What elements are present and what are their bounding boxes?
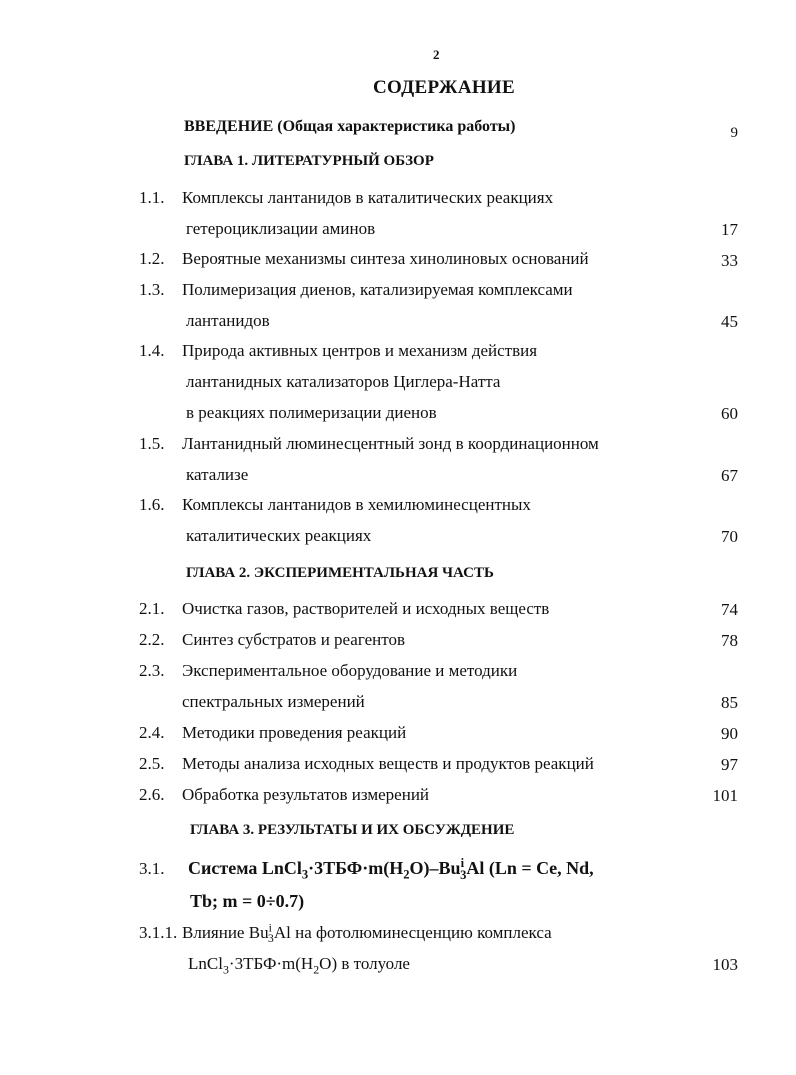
entry-text-line: каталитических реакциях [186,526,372,545]
entry-page: 90 [721,724,738,743]
entry-text-line: Природа активных центров и механизм действия [182,341,538,360]
entry-text-line: катализе [186,465,249,484]
entry-number: 1.4. [139,341,165,360]
entry-number: 1.2. [139,249,165,268]
entry-text-line: лантанидных катализаторов Циглера-Натта [186,372,501,391]
entry-text-line: Обработка результатов измерений [182,785,430,804]
entry-page: 17 [721,220,738,239]
entry-number: 1.5. [139,434,165,453]
chapter3-heading: ГЛАВА 3. РЕЗУЛЬТАТЫ И ИХ ОБСУЖДЕНИЕ [190,822,515,838]
entry-text-line: лантанидов [186,311,270,330]
intro-page: 9 [730,125,738,141]
entry-page: 78 [721,631,738,650]
entry-text-line: Комплексы лантанидов в каталитических реакциях [182,188,554,207]
entry-page: 60 [721,404,738,423]
entry-number: 2.1. [139,599,165,618]
entry-number: 1.3. [139,280,165,299]
entry-text-line: Комплексы лантанидов в хемилюминесцентных [182,495,531,514]
entry-text-line: Синтез субстратов и реагентов [182,630,405,649]
entry-page: 67 [721,466,738,485]
entry-text-line: Влияние $Bu^i_3Al$ на фотолюминесценцию комплекса [182,920,552,946]
entry-number: 2.2. [139,630,165,649]
entry-number: 1.6. [139,495,165,514]
entry-number: 2.4. [139,723,165,742]
entry-text-line: Лантанидный люминесцентный зонд в координационном [182,434,599,453]
entry-page: 85 [721,693,738,712]
section-title-line: Система $LnCl_3\cdot 3ТБФ\cdot m(H_2O)-Bu^i_3Al$ (Ln = Ce, Nd, [188,856,594,882]
entry-text-line: Методики проведения реакций [182,723,407,742]
entry-text-line: Вероятные механизмы синтеза хинолиновых оснований [182,249,589,268]
entry-number: 3.1.1. [139,923,178,942]
entry-page: 33 [721,251,738,270]
entry-text-line: в реакциях полимеризации диенов [186,403,437,422]
entry-number: 2.6. [139,785,165,804]
entry-text-line: $LnCl_3\cdot 3ТБФ\cdot m(H_2O)$ в толуоле [188,954,410,977]
entry-text-line: Методы анализа исходных веществ и продуктов реакций [182,754,594,773]
entry-text-line: спектральных измерений [182,692,365,711]
entry-text-line: Экспериментальное оборудование и методики [182,661,518,680]
section-title-line: Tb; m = 0÷0.7) [190,891,305,911]
chapter1-heading: ГЛАВА 1. ЛИТЕРАТУРНЫЙ ОБЗОР [184,153,434,169]
chapter2-heading: ГЛАВА 2. ЭКСПЕРИМЕНТАЛЬНАЯ ЧАСТЬ [186,565,494,581]
entry-number: 2.3. [139,661,165,680]
page-title: СОДЕРЖАНИЕ [373,77,515,98]
entry-text-line: Очистка газов, растворителей и исходных веществ [182,599,550,618]
entry-text-line: Полимеризация диенов, катализируемая комплексами [182,280,573,299]
entry-page: 70 [721,527,738,546]
entry-page: 97 [721,755,738,774]
entry-text-line: гетероциклизации аминов [186,219,376,238]
entry-page: 74 [721,600,738,619]
entry-page: 101 [712,786,738,805]
entry-number: 3.1. [139,859,165,878]
entry-page: 45 [721,312,738,331]
entry-number: 2.5. [139,754,165,773]
entry-page: 103 [712,955,738,974]
intro-label: ВВЕДЕНИЕ (Общая характеристика работы) [184,118,516,135]
entry-number: 1.1. [139,188,165,207]
page-number: 2 [433,47,440,62]
